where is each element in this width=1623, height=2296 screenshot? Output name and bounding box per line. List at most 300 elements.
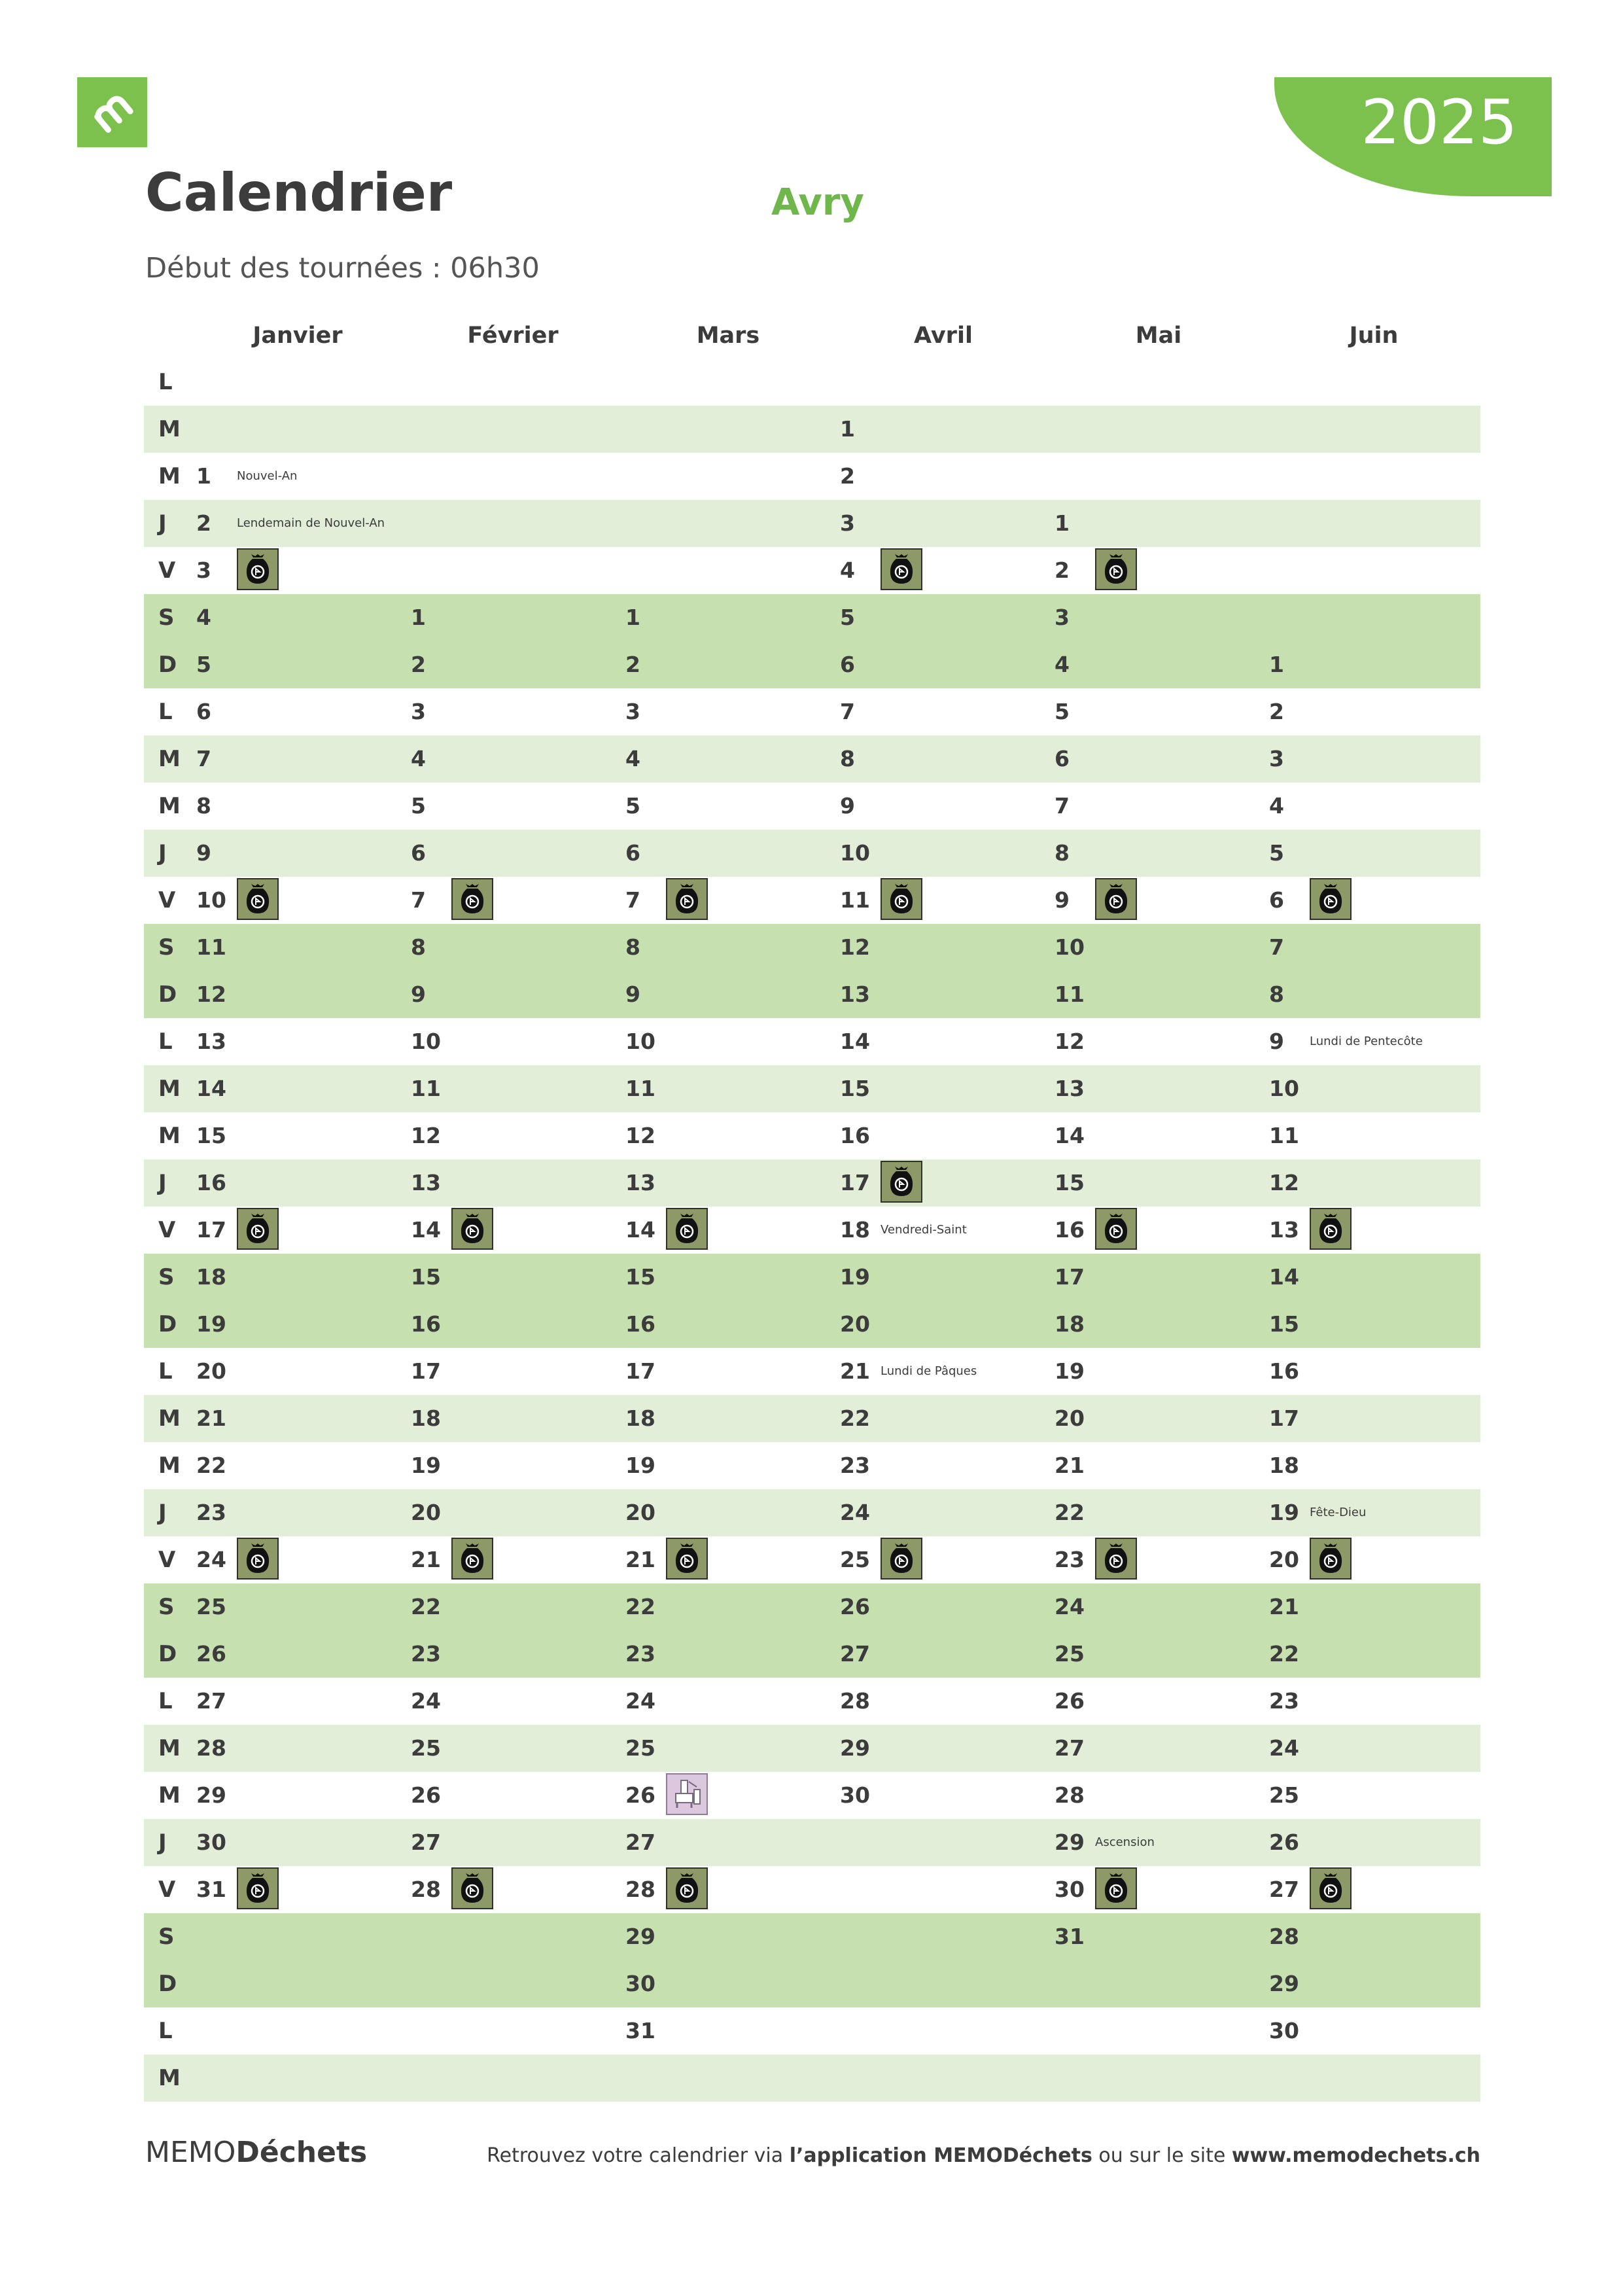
household-waste-bag-icon bbox=[237, 878, 279, 920]
day-number: 21 bbox=[411, 1547, 441, 1572]
day-cell bbox=[1269, 1348, 1484, 1395]
day-cell bbox=[196, 1442, 411, 1489]
day-number: 25 bbox=[1269, 1782, 1299, 1808]
day-cell bbox=[196, 1536, 411, 1583]
day-cell bbox=[625, 1348, 840, 1395]
day-number: 9 bbox=[411, 981, 426, 1007]
calendar-row bbox=[144, 1536, 1480, 1583]
holiday-label: Ascension bbox=[1095, 1835, 1155, 1849]
day-cell bbox=[196, 1866, 411, 1913]
weekday-label: S bbox=[158, 605, 175, 631]
household-waste-bag-icon bbox=[237, 1208, 279, 1250]
footer-note-middle: ou sur le site bbox=[1092, 2144, 1232, 2167]
calendar-row bbox=[144, 1678, 1480, 1725]
day-cell bbox=[1055, 971, 1269, 1018]
day-cell bbox=[1055, 1065, 1269, 1112]
day-number: 23 bbox=[196, 1500, 226, 1525]
day-cell bbox=[196, 1112, 411, 1159]
day-number: 26 bbox=[840, 1594, 870, 1619]
calendar-row bbox=[144, 1772, 1480, 1819]
day-cell bbox=[625, 1631, 840, 1678]
day-cell bbox=[840, 594, 1055, 641]
household-waste-bag-icon bbox=[881, 1538, 922, 1580]
day-number: 27 bbox=[1055, 1735, 1085, 1761]
day-cell bbox=[625, 641, 840, 688]
day-number: 30 bbox=[625, 1971, 655, 1996]
day-number: 5 bbox=[1269, 840, 1284, 866]
household-waste-bag-icon bbox=[451, 878, 493, 920]
day-number: 22 bbox=[625, 1594, 655, 1619]
day-cell bbox=[840, 1395, 1055, 1442]
weekday-label: M bbox=[158, 793, 181, 819]
day-number: 9 bbox=[625, 981, 640, 1007]
day-number: 19 bbox=[1055, 1358, 1085, 1384]
day-cell bbox=[1055, 1301, 1269, 1348]
day-number: 6 bbox=[196, 699, 211, 724]
day-number: 26 bbox=[196, 1641, 226, 1667]
day-number: 8 bbox=[840, 746, 855, 771]
day-cell bbox=[840, 1159, 1055, 1207]
calendar-row bbox=[144, 1489, 1480, 1536]
day-number: 23 bbox=[411, 1641, 441, 1667]
day-number: 23 bbox=[1055, 1547, 1085, 1572]
holiday-label: Vendredi-Saint bbox=[881, 1223, 967, 1237]
day-number: 22 bbox=[411, 1594, 441, 1619]
day-number: 29 bbox=[840, 1735, 870, 1761]
day-number: 3 bbox=[1055, 605, 1070, 630]
day-cell bbox=[625, 1866, 840, 1913]
day-number: 18 bbox=[840, 1217, 870, 1243]
day-cell bbox=[411, 688, 625, 735]
household-waste-bag-icon bbox=[1310, 1867, 1352, 1909]
day-cell bbox=[411, 1395, 625, 1442]
weekday-label: D bbox=[158, 1971, 177, 1997]
day-number: 12 bbox=[840, 934, 870, 960]
day-number: 16 bbox=[625, 1311, 655, 1337]
calendar-row bbox=[144, 406, 1480, 453]
day-cell bbox=[1269, 830, 1484, 877]
calendar-row bbox=[144, 1819, 1480, 1866]
month-header-5: Mai bbox=[1135, 323, 1182, 349]
day-number: 23 bbox=[1269, 1688, 1299, 1714]
day-number: 24 bbox=[1055, 1594, 1085, 1619]
day-cell bbox=[1269, 1442, 1484, 1489]
day-cell bbox=[196, 735, 411, 783]
day-cell bbox=[840, 688, 1055, 735]
day-cell bbox=[1055, 783, 1269, 830]
day-cell bbox=[196, 924, 411, 971]
day-cell bbox=[625, 1254, 840, 1301]
household-waste-bag-icon bbox=[1310, 1208, 1352, 1250]
weekday-label: J bbox=[158, 510, 167, 537]
day-cell bbox=[840, 877, 1055, 924]
day-number: 8 bbox=[625, 934, 640, 960]
day-cell bbox=[411, 1819, 625, 1866]
day-cell bbox=[1269, 1112, 1484, 1159]
calendar-row bbox=[144, 547, 1480, 594]
household-waste-bag-icon bbox=[666, 878, 708, 920]
holiday-label: Fête-Dieu bbox=[1310, 1506, 1367, 1519]
day-cell bbox=[1055, 1207, 1269, 1254]
household-waste-bag-icon bbox=[1095, 1538, 1137, 1580]
memo-logo-icon bbox=[77, 77, 147, 147]
holiday-label: Lundi de Pentecôte bbox=[1310, 1034, 1423, 1048]
day-number: 3 bbox=[411, 699, 426, 724]
holiday-label: Lendemain de Nouvel-An bbox=[237, 516, 385, 530]
day-cell bbox=[1269, 971, 1484, 1018]
day-number: 2 bbox=[840, 463, 855, 489]
household-waste-bag-icon bbox=[1095, 1867, 1137, 1909]
day-number: 25 bbox=[625, 1735, 655, 1761]
day-number: 19 bbox=[411, 1453, 441, 1478]
day-number: 13 bbox=[196, 1029, 226, 1054]
day-cell bbox=[625, 1678, 840, 1725]
day-number: 9 bbox=[196, 840, 211, 866]
day-cell bbox=[840, 1489, 1055, 1536]
calendar-row bbox=[144, 971, 1480, 1018]
day-number: 22 bbox=[1055, 1500, 1085, 1525]
weekday-label: M bbox=[158, 1405, 181, 1432]
calendar-row bbox=[144, 500, 1480, 547]
day-cell bbox=[196, 641, 411, 688]
day-number: 5 bbox=[1055, 699, 1070, 724]
day-cell bbox=[196, 971, 411, 1018]
household-waste-bag-icon bbox=[1310, 1538, 1352, 1580]
calendar-row bbox=[144, 1159, 1480, 1207]
holiday-label: Nouvel-An bbox=[237, 469, 298, 483]
day-number: 15 bbox=[1269, 1311, 1299, 1337]
calendar-row bbox=[144, 735, 1480, 783]
day-cell bbox=[840, 1772, 1055, 1819]
day-number: 19 bbox=[625, 1453, 655, 1478]
locality-name: Avry bbox=[771, 181, 864, 224]
day-cell bbox=[840, 1065, 1055, 1112]
day-number: 30 bbox=[1055, 1877, 1085, 1902]
day-cell bbox=[1055, 877, 1269, 924]
calendar-row bbox=[144, 1442, 1480, 1489]
day-number: 1 bbox=[1269, 652, 1284, 677]
day-number: 5 bbox=[840, 605, 855, 630]
day-cell bbox=[411, 1065, 625, 1112]
day-cell bbox=[840, 1254, 1055, 1301]
day-cell bbox=[196, 688, 411, 735]
day-cell bbox=[1055, 1772, 1269, 1819]
day-number: 12 bbox=[625, 1123, 655, 1148]
day-cell bbox=[840, 1018, 1055, 1065]
day-number: 18 bbox=[625, 1405, 655, 1431]
day-number: 28 bbox=[840, 1688, 870, 1714]
day-cell bbox=[625, 594, 840, 641]
day-number: 11 bbox=[1269, 1123, 1299, 1148]
household-waste-bag-icon bbox=[1095, 878, 1137, 920]
household-waste-bag-icon bbox=[1095, 1208, 1137, 1250]
household-waste-bag-icon bbox=[881, 1161, 922, 1203]
day-number: 14 bbox=[840, 1029, 870, 1054]
day-number: 9 bbox=[1269, 1029, 1284, 1054]
day-cell bbox=[1269, 1489, 1484, 1536]
day-number: 9 bbox=[1055, 887, 1070, 913]
day-cell bbox=[1269, 1913, 1484, 1960]
day-cell bbox=[840, 547, 1055, 594]
day-cell bbox=[196, 1348, 411, 1395]
day-cell bbox=[196, 1207, 411, 1254]
day-cell bbox=[196, 1159, 411, 1207]
day-number: 29 bbox=[196, 1782, 226, 1808]
day-cell bbox=[1269, 1960, 1484, 2007]
day-number: 8 bbox=[1055, 840, 1070, 866]
day-cell bbox=[625, 830, 840, 877]
day-cell bbox=[625, 1819, 840, 1866]
day-cell bbox=[1269, 1301, 1484, 1348]
day-number: 10 bbox=[196, 887, 226, 913]
day-number: 19 bbox=[1269, 1500, 1299, 1525]
day-number: 3 bbox=[1269, 746, 1284, 771]
day-cell bbox=[411, 1018, 625, 1065]
day-cell bbox=[840, 1442, 1055, 1489]
day-number: 11 bbox=[1055, 981, 1085, 1007]
weekday-label: D bbox=[158, 652, 177, 678]
day-cell bbox=[1055, 1725, 1269, 1772]
day-number: 28 bbox=[625, 1877, 655, 1902]
day-number: 15 bbox=[196, 1123, 226, 1148]
day-cell bbox=[1055, 1583, 1269, 1631]
month-header-4: Avril bbox=[914, 323, 973, 349]
day-cell bbox=[1055, 1913, 1269, 1960]
day-number: 12 bbox=[196, 981, 226, 1007]
day-number: 28 bbox=[196, 1735, 226, 1761]
day-number: 27 bbox=[625, 1829, 655, 1855]
day-number: 21 bbox=[1269, 1594, 1299, 1619]
footer-site-link[interactable]: www.memodechets.ch bbox=[1231, 2144, 1480, 2167]
day-number: 15 bbox=[840, 1076, 870, 1101]
day-cell bbox=[1269, 1678, 1484, 1725]
calendar-row bbox=[144, 1112, 1480, 1159]
day-cell bbox=[840, 406, 1055, 453]
day-cell bbox=[411, 1348, 625, 1395]
calendar-row bbox=[144, 1913, 1480, 1960]
household-waste-bag-icon bbox=[451, 1538, 493, 1580]
weekday-label: M bbox=[158, 2065, 181, 2091]
day-cell bbox=[196, 547, 411, 594]
day-number: 31 bbox=[196, 1877, 226, 1902]
day-cell bbox=[411, 1772, 625, 1819]
day-number: 17 bbox=[840, 1170, 870, 1195]
bulky-waste-furniture-icon bbox=[666, 1773, 708, 1815]
day-number: 19 bbox=[196, 1311, 226, 1337]
day-number: 27 bbox=[411, 1829, 441, 1855]
day-cell bbox=[196, 1254, 411, 1301]
day-number: 20 bbox=[840, 1311, 870, 1337]
day-cell bbox=[1055, 1866, 1269, 1913]
day-number: 25 bbox=[840, 1547, 870, 1572]
day-number: 6 bbox=[840, 652, 855, 677]
footer-brand-light: MEMO bbox=[145, 2136, 236, 2169]
day-number: 13 bbox=[411, 1170, 441, 1195]
calendar-row bbox=[144, 1395, 1480, 1442]
day-cell bbox=[411, 1583, 625, 1631]
day-cell bbox=[196, 1395, 411, 1442]
day-number: 13 bbox=[625, 1170, 655, 1195]
day-number: 2 bbox=[1269, 699, 1284, 724]
day-cell bbox=[196, 1301, 411, 1348]
day-number: 1 bbox=[411, 605, 426, 630]
day-cell bbox=[840, 1348, 1055, 1395]
day-cell bbox=[411, 1631, 625, 1678]
footer-note-prefix: Retrouvez votre calendrier via bbox=[487, 2144, 790, 2167]
day-cell bbox=[1269, 1254, 1484, 1301]
day-number: 21 bbox=[625, 1547, 655, 1572]
weekday-label: V bbox=[158, 887, 176, 913]
weekday-label: M bbox=[158, 1782, 181, 1809]
day-number: 28 bbox=[1055, 1782, 1085, 1808]
day-cell bbox=[840, 500, 1055, 547]
day-number: 6 bbox=[411, 840, 426, 866]
day-cell bbox=[411, 1489, 625, 1536]
day-number: 20 bbox=[1055, 1405, 1085, 1431]
day-cell bbox=[1269, 1159, 1484, 1207]
calendar-row bbox=[144, 1301, 1480, 1348]
day-number: 4 bbox=[625, 746, 640, 771]
year-label: 2025 bbox=[1361, 87, 1518, 158]
household-waste-bag-icon bbox=[1310, 878, 1352, 920]
footer-note bbox=[487, 2140, 1480, 2172]
day-number: 22 bbox=[840, 1405, 870, 1431]
day-cell bbox=[411, 735, 625, 783]
weekday-label: L bbox=[158, 1358, 173, 1385]
day-cell bbox=[196, 783, 411, 830]
day-cell bbox=[1055, 1442, 1269, 1489]
day-number: 1 bbox=[1055, 510, 1070, 536]
day-cell bbox=[840, 1536, 1055, 1583]
day-cell bbox=[840, 783, 1055, 830]
day-number: 8 bbox=[196, 793, 211, 819]
day-number: 12 bbox=[411, 1123, 441, 1148]
day-number: 5 bbox=[625, 793, 640, 819]
day-number: 6 bbox=[1269, 887, 1284, 913]
day-cell bbox=[196, 500, 411, 547]
day-cell bbox=[1055, 1112, 1269, 1159]
day-cell bbox=[1269, 1725, 1484, 1772]
day-cell bbox=[840, 453, 1055, 500]
day-number: 2 bbox=[625, 652, 640, 677]
day-number: 7 bbox=[1269, 934, 1284, 960]
day-number: 12 bbox=[1269, 1170, 1299, 1195]
day-cell bbox=[411, 1725, 625, 1772]
day-number: 14 bbox=[625, 1217, 655, 1243]
day-number: 7 bbox=[840, 699, 855, 724]
day-number: 18 bbox=[196, 1264, 226, 1290]
day-cell bbox=[411, 924, 625, 971]
day-cell bbox=[1055, 641, 1269, 688]
weekday-label: L bbox=[158, 369, 173, 395]
day-cell bbox=[1055, 1159, 1269, 1207]
day-number: 15 bbox=[411, 1264, 441, 1290]
day-number: 26 bbox=[1055, 1688, 1085, 1714]
day-number: 11 bbox=[196, 934, 226, 960]
calendar-row bbox=[144, 877, 1480, 924]
calendar-row bbox=[144, 641, 1480, 688]
day-number: 17 bbox=[196, 1217, 226, 1243]
day-cell bbox=[625, 1395, 840, 1442]
day-number: 14 bbox=[1269, 1264, 1299, 1290]
day-number: 12 bbox=[1055, 1029, 1085, 1054]
calendar-row bbox=[144, 1018, 1480, 1065]
day-number: 24 bbox=[840, 1500, 870, 1525]
weekday-label: M bbox=[158, 463, 181, 489]
day-cell bbox=[1269, 1631, 1484, 1678]
calendar-row bbox=[144, 2055, 1480, 2102]
day-number: 3 bbox=[196, 557, 211, 583]
day-cell bbox=[196, 1583, 411, 1631]
day-cell bbox=[1055, 1395, 1269, 1442]
day-cell bbox=[196, 1725, 411, 1772]
day-cell bbox=[196, 830, 411, 877]
day-cell bbox=[411, 1301, 625, 1348]
day-number: 4 bbox=[411, 746, 426, 771]
day-number: 28 bbox=[1269, 1924, 1299, 1949]
day-number: 23 bbox=[840, 1453, 870, 1478]
day-number: 24 bbox=[625, 1688, 655, 1714]
calendar-row bbox=[144, 1960, 1480, 2007]
footer-app-name[interactable]: l’application MEMODéchets bbox=[789, 2144, 1092, 2167]
day-number: 11 bbox=[625, 1076, 655, 1101]
day-number: 16 bbox=[1055, 1217, 1085, 1243]
day-cell bbox=[625, 1725, 840, 1772]
day-cell bbox=[625, 688, 840, 735]
day-cell bbox=[625, 2007, 840, 2055]
day-number: 13 bbox=[840, 981, 870, 1007]
day-cell bbox=[1269, 641, 1484, 688]
day-cell bbox=[411, 594, 625, 641]
day-number: 15 bbox=[1055, 1170, 1085, 1195]
day-cell bbox=[411, 1442, 625, 1489]
day-number: 1 bbox=[625, 605, 640, 630]
day-number: 27 bbox=[196, 1688, 226, 1714]
weekday-label: V bbox=[158, 1217, 176, 1243]
day-cell bbox=[1269, 1395, 1484, 1442]
calendar-row bbox=[144, 830, 1480, 877]
calendar-row bbox=[144, 1207, 1480, 1254]
day-cell bbox=[840, 1207, 1055, 1254]
day-number: 2 bbox=[196, 510, 211, 536]
household-waste-bag-icon bbox=[881, 878, 922, 920]
weekday-label: J bbox=[158, 1170, 167, 1196]
day-cell bbox=[625, 1583, 840, 1631]
day-cell bbox=[1269, 1536, 1484, 1583]
day-number: 21 bbox=[1055, 1453, 1085, 1478]
day-number: 2 bbox=[1055, 557, 1070, 583]
day-number: 6 bbox=[1055, 746, 1070, 771]
day-number: 10 bbox=[411, 1029, 441, 1054]
day-cell bbox=[625, 924, 840, 971]
weekday-label: M bbox=[158, 1453, 181, 1479]
holiday-label: Lundi de Pâques bbox=[881, 1364, 977, 1378]
day-number: 17 bbox=[411, 1358, 441, 1384]
weekday-label: L bbox=[158, 2018, 173, 2044]
day-cell bbox=[411, 1536, 625, 1583]
day-number: 31 bbox=[1055, 1924, 1085, 1949]
day-cell bbox=[411, 1254, 625, 1301]
day-cell bbox=[840, 924, 1055, 971]
day-number: 5 bbox=[196, 652, 211, 677]
day-cell bbox=[1055, 547, 1269, 594]
day-cell bbox=[625, 1960, 840, 2007]
day-cell bbox=[840, 1112, 1055, 1159]
day-cell bbox=[1055, 924, 1269, 971]
day-cell bbox=[625, 1301, 840, 1348]
day-cell bbox=[840, 1583, 1055, 1631]
calendar-row bbox=[144, 453, 1480, 500]
